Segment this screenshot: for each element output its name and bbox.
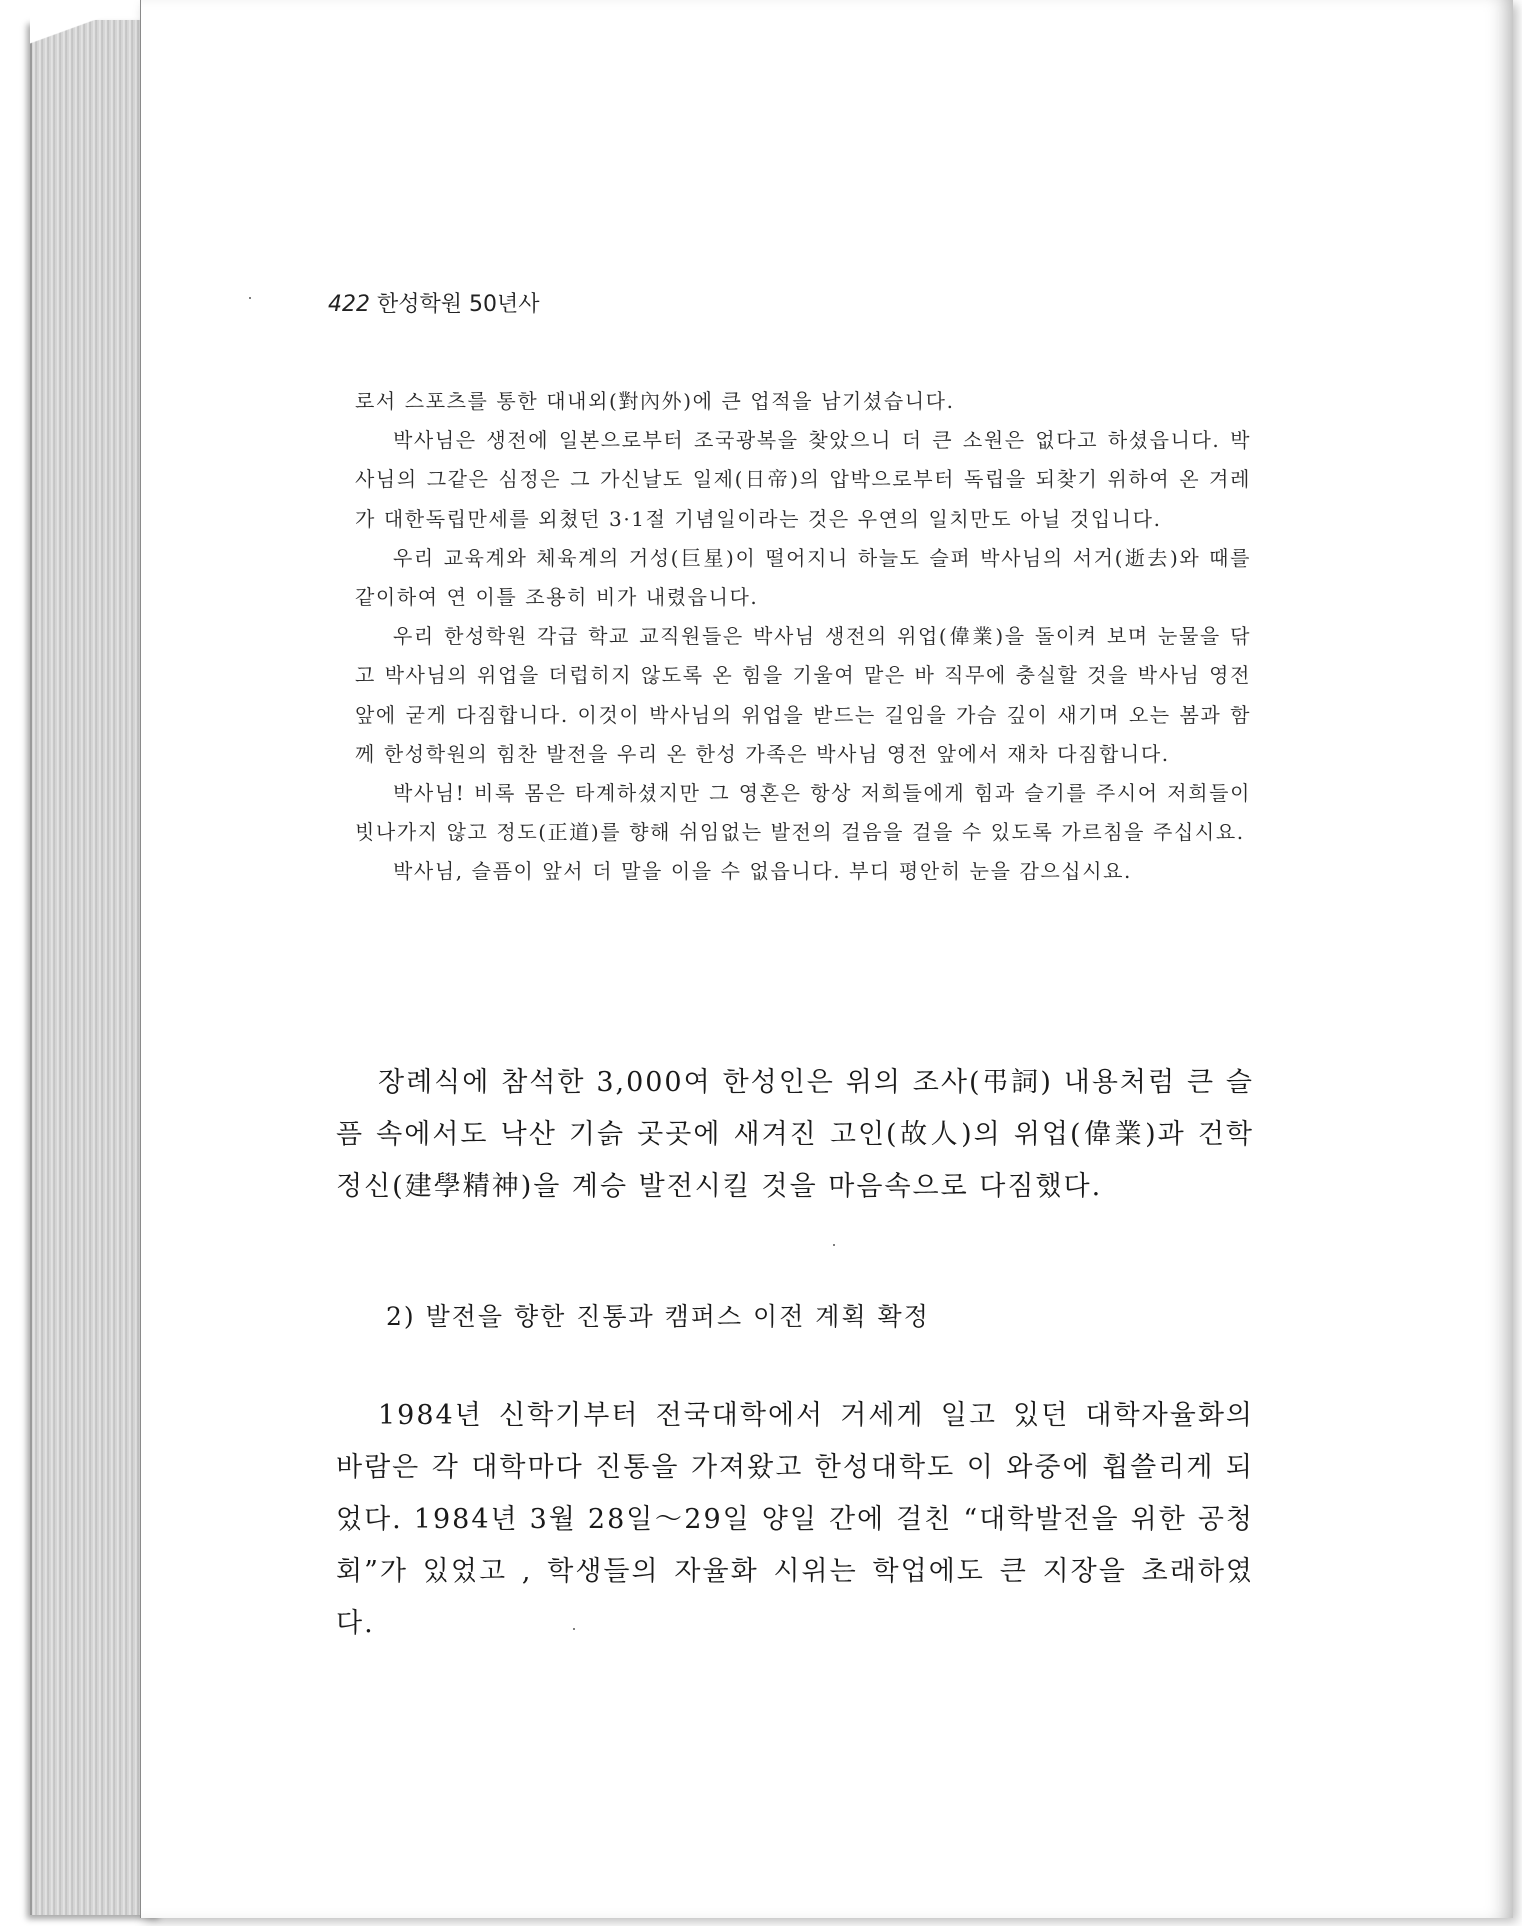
quote-paragraph: 우리 교육계와 체육계의 거성(巨星)이 떨어지니 하늘도 슬퍼 박사님의 서거(逝去)와 때를 같이하여 연 이틀 조용히 비가 내렸읍니다. bbox=[355, 545, 1251, 610]
body-paragraph: 장례식에 참석한 3,000여 한성인은 위의 조사(弔詞) 내용처럼 큰 슬픔 속에서도 낙산 기슭 곳곳에 새겨진 고인(故人)의 위업(偉業)과 건학정신(建學精神)을 계승 발전시킬 것을 마음속으로 다짐했다. bbox=[336, 1067, 1254, 1202]
body-paragraph-block bbox=[336, 1057, 1254, 1213]
section-heading: 2) 발전을 향한 진통과 캠퍼스 이전 계획 확정 bbox=[386, 1302, 930, 1331]
body-paragraph-block bbox=[336, 1390, 1254, 1650]
body-paragraph: 1984년 신학기부터 전국대학에서 거세게 일고 있던 대학자율화의 바람은 각 대학마다 진통을 가져왔고 한성대학도 이 와중에 휩쓸리게 되었다. 1984년 3월 28일～29일 양일 간에 걸친 “대학발전을 위한 공청회”가 있었고 , 학생들의 자율화 시위는 학업에도 큰 지장을 초래하였다. bbox=[336, 1400, 1254, 1639]
quote-paragraph: 로서 스포츠를 통한 대내외(對內外)에 큰 업적을 남기셨습니다. bbox=[355, 389, 955, 413]
quote-paragraph: 박사님, 슬픔이 앞서 더 말을 이을 수 없읍니다. 부디 평안히 눈을 감으십시요. bbox=[393, 859, 1133, 884]
scan-speck bbox=[249, 297, 251, 299]
eulogy-quote-block bbox=[355, 382, 1251, 892]
quote-paragraph: 박사님은 생전에 일본으로부터 조국광복을 찾았으니 더 큰 소원은 없다고 하셨읍니다. 박사님의 그같은 심정은 그 가신날도 일제(日帝)의 압박으로부터 독립을 되찾기 위하여 온 겨레가 대한독립만세를 외쳤던 3·1절 기념일이라는 것은 우연의 일치만도 아닐 것입니다. bbox=[355, 428, 1251, 531]
scan-speck bbox=[833, 1244, 835, 1246]
quote-paragraph: 박사님! 비록 몸은 타계하셨지만 그 영혼은 항상 저희들에게 힘과 슬기를 주시어 저희들이 빗나가지 않고 정도(正道)를 향해 쉬임없는 발전의 걸음을 걸을 수 있도록 가르침을 주십시요. bbox=[355, 781, 1251, 845]
running-head bbox=[328, 287, 540, 318]
book-title: 한성학원 50년사 bbox=[377, 292, 540, 317]
quote-paragraph: 우리 한성학원 각급 학교 교직원들은 박사님 생전의 위업(偉業)을 돌이켜 보며 눈물을 닦고 박사님의 위업을 더럽히지 않도록 온 힘을 기울여 맡은 바 직무에 충실할 것을 박사님 영전 앞에 굳게 다짐합니다. 이것이 박사님의 위업을 받드는 길임을 가슴 깊이 새기며 오는 봄과 함께 한성학원의 힘찬 발전을 우리 온 한성 가족은 박사님 영전 앞에서 재차 다짐합니다. bbox=[355, 624, 1251, 766]
page-number: 422 bbox=[328, 292, 370, 317]
